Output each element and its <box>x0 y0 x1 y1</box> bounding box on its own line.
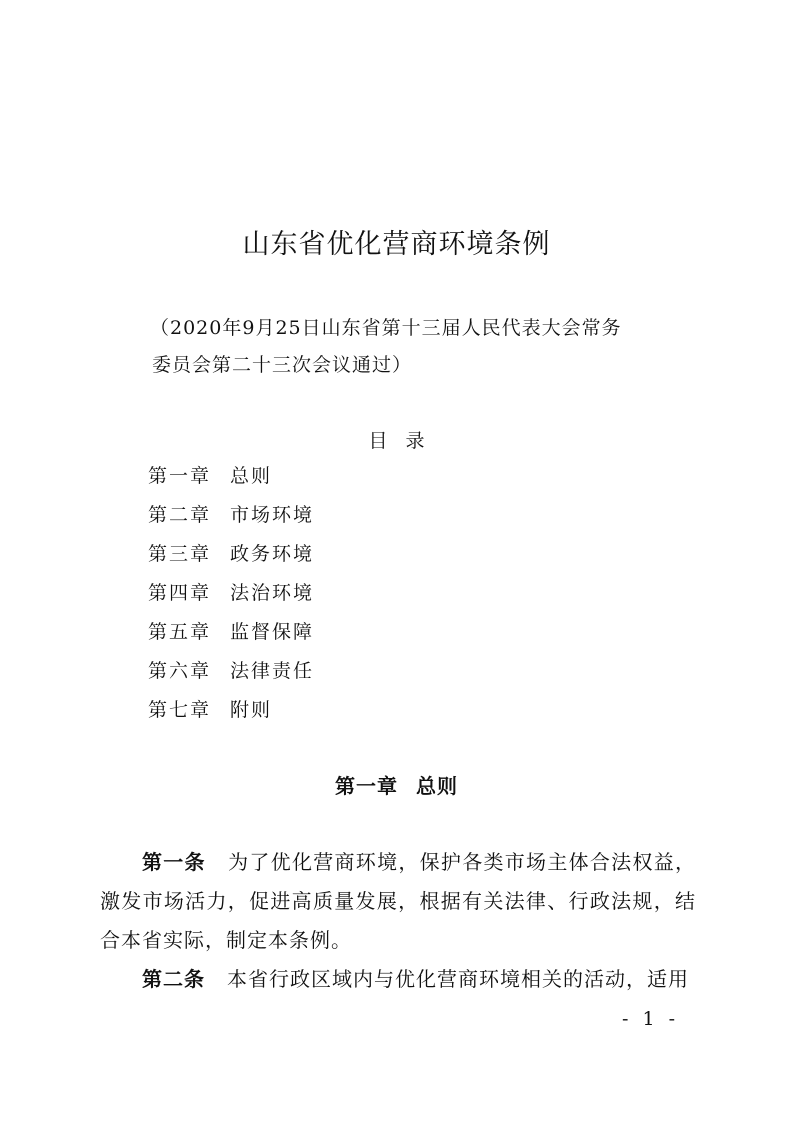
toc-chapter-title: 法律责任 <box>230 660 315 682</box>
toc-chapter-title: 监督保障 <box>230 621 315 643</box>
toc-chapter-number: 第五章 <box>148 621 212 643</box>
toc-item <box>148 657 314 696</box>
article-text: 为了优化营商环境，保护各类市场主体合法权益，激发市场活力，促进高质量发展，根据有关法律、行政法规，结合本省实际，制定本条例。 <box>100 850 697 952</box>
table-of-contents <box>148 462 314 735</box>
toc-chapter-number: 第四章 <box>148 582 212 604</box>
chapter-body <box>100 843 696 999</box>
article-paragraph <box>100 843 696 960</box>
toc-item <box>148 696 314 735</box>
toc-chapter-number: 第六章 <box>148 660 212 682</box>
chapter-title: 总则 <box>416 774 458 798</box>
toc-item <box>148 540 314 579</box>
toc-chapter-title: 市场环境 <box>230 504 315 526</box>
chapter-number: 第一章 <box>335 774 398 798</box>
toc-item <box>148 579 314 618</box>
adoption-note-line-2: 委员会第二十三次会议通过） <box>152 354 413 376</box>
toc-item <box>148 462 314 501</box>
article-label: 第二条 <box>142 967 205 991</box>
toc-chapter-title: 附则 <box>230 699 273 721</box>
toc-chapter-number: 第七章 <box>148 699 212 721</box>
toc-chapter-title: 政务环境 <box>230 543 315 565</box>
toc-item <box>148 501 314 540</box>
toc-item <box>148 618 314 657</box>
toc-chapter-number: 第一章 <box>148 465 212 487</box>
document-title: 山东省优化营商环境条例 <box>242 229 551 260</box>
adoption-note <box>150 310 670 384</box>
toc-chapter-number: 第二章 <box>148 504 212 526</box>
toc-chapter-title: 总则 <box>230 465 273 487</box>
chapter-heading <box>0 770 793 799</box>
toc-chapter-number: 第三章 <box>148 543 212 565</box>
page-number: - 1 - <box>622 1008 680 1030</box>
toc-heading: 目录 <box>368 430 443 452</box>
article-paragraph <box>100 960 696 999</box>
article-text: 本省行政区域内与优化营商环境相关的活动，适用 <box>227 967 689 991</box>
adoption-note-line-1: （2020年9月25日山东省第十三届人民代表大会常务 <box>150 317 622 339</box>
toc-chapter-title: 法治环境 <box>230 582 315 604</box>
article-label: 第一条 <box>142 850 206 874</box>
